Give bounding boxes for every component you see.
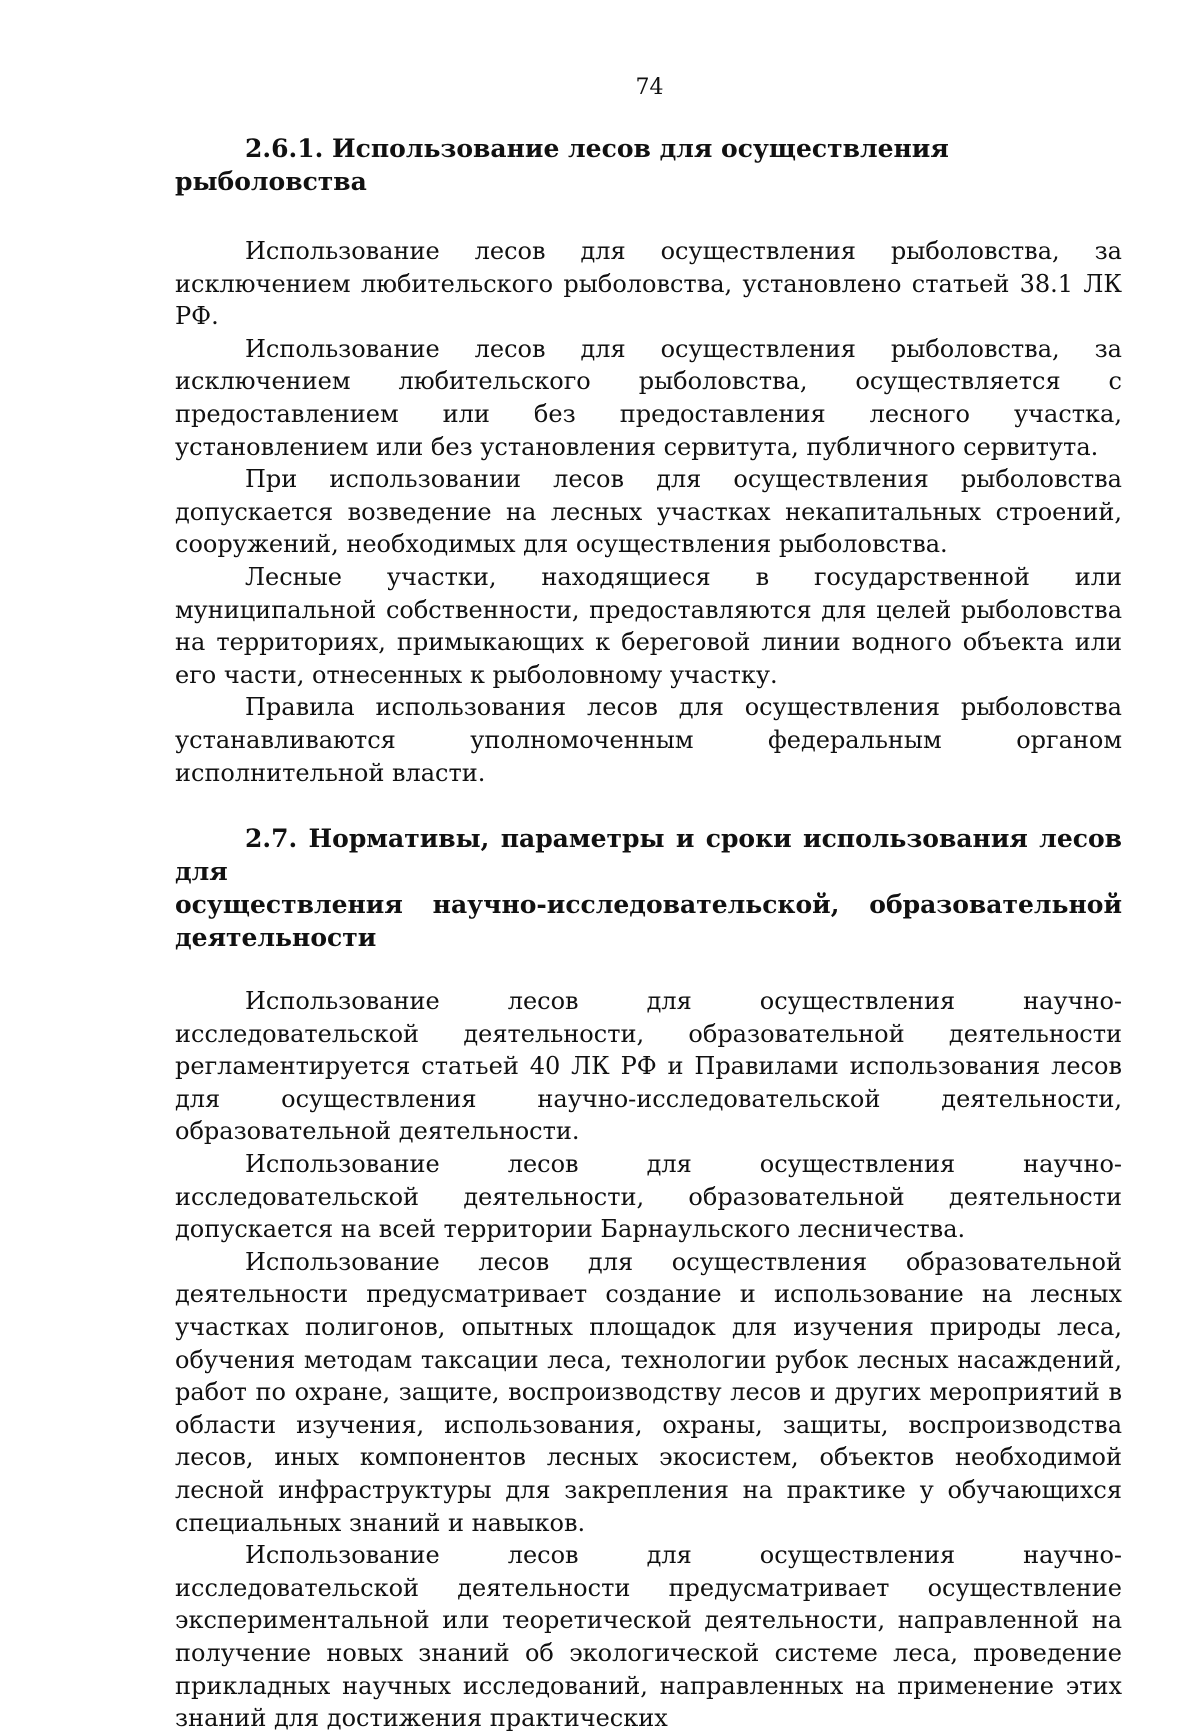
paragraph: Использование лесов для осуществления научно-исследовательской деятельности, образовательной деятельности регламентируется статьей 40 ЛК РФ и Правилами использования лесов для осуществления научно-исследовательской деятельности, образовательной деятельности. <box>175 987 1122 1146</box>
paragraph: Использование лесов для осуществления рыболовства, за исключением любительского рыболовства, осуществляется с предоставлением или без предоставления лесного участка, установлением или без установления сервитута, публичного сервитута. <box>175 334 1122 461</box>
paragraph: Использование лесов для осуществления образовательной деятельности предусматривает создание и использование на лесных участках полигонов, опытных площадок для изучения природы леса, обучения методам таксации леса, технологии рубок лесных насаждений, работ по охране, защите, воспроизводству лесов и других мероприятий в области изучения, использования, охраны, защиты, воспроизводства лесов, иных компонентов лесных экосистем, объектов необходимой лесной инфраструктуры для закрепления на практике у обучающихся специальных знаний и навыков. <box>175 1247 1122 1537</box>
page-number: 74 <box>635 75 664 100</box>
section-heading-2-6-1: 2.6.1. Использование лесов для осуществления рыболовства <box>175 134 949 196</box>
paragraph: Использование лесов для осуществления научно-исследовательской деятельности предусматривает осуществление экспериментальной или теоретической деятельности, направленной на получение новых знаний об экологической системе леса, проведение прикладных научных исследований, направленных на применение этих знаний для достижения практических <box>175 1541 1122 1733</box>
section-2-7-body <box>175 985 1122 1735</box>
paragraph: Лесные участки, находящиеся в государственной или муниципальной собственности, предоставляются для целей рыболовства на территориях, примыкающих к береговой линии водного объекта или его части, отнесенных к рыболовному участку. <box>175 562 1122 689</box>
section-heading-line: 2.7. Нормативы, параметры и сроки использования лесов для <box>175 824 1122 887</box>
paragraph: Правила использования лесов для осуществления рыболовства устанавливаются уполномоченным федеральным органом исполнительной власти. <box>175 693 1122 787</box>
document-page <box>175 70 1122 1735</box>
section-heading-line: осуществления научно-исследовательской, образовательной <box>175 890 1122 920</box>
paragraph: При использовании лесов для осуществления рыболовства допускается возведение на лесных участках некапитальных строений, сооружений, необходимых для осуществления рыболовства. <box>175 465 1122 559</box>
paragraph: Использование лесов для осуществления научно-исследовательской деятельности, образовательной деятельности допускается на всей территории Барнаульского лесничества. <box>175 1150 1122 1244</box>
section-heading-2-7 <box>175 822 1122 954</box>
section-2-6-1-body <box>175 235 1122 789</box>
paragraph: Использование лесов для осуществления рыболовства, за исключением любительского рыболовства, установлено статьей 38.1 ЛК РФ. <box>175 237 1122 331</box>
section-heading-line: деятельности <box>175 923 377 953</box>
